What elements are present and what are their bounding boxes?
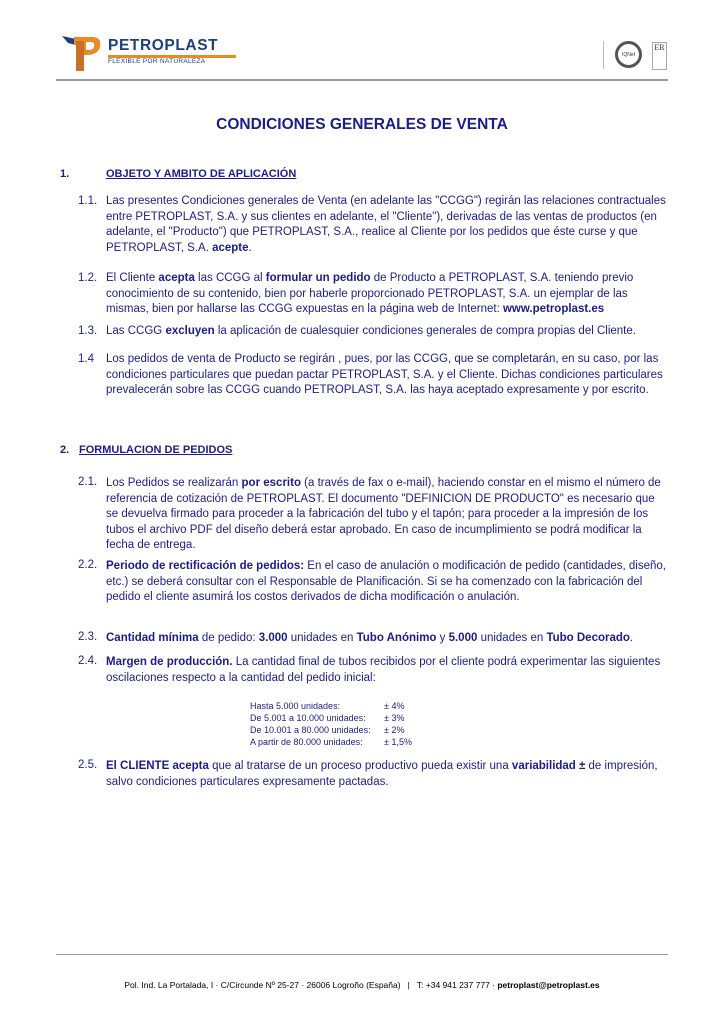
table-row <box>250 700 412 712</box>
clause-number: 2.2. <box>78 559 98 571</box>
seal-text: IQNet <box>621 51 636 58</box>
clause-text <box>106 352 668 399</box>
clause-number: 2.4. <box>78 655 98 667</box>
section-number: 1. <box>60 168 70 180</box>
brand-name: PETROPLAST <box>108 37 219 54</box>
text-segment: Las presentes Condiciones generales de Venta (en adelante las "CCGG") regirán las relaciones contractuales entre PETROPLAST, S.A. y sus clientes en adelante, el "Cliente"), derivadas de las ventas de productos (en adelante, el "Producto") que PETROPLAST, S.A., realice al Cliente por los pedidos que éste curse y que PETROPLAST, S.A. <box>106 195 666 254</box>
clause-number: 1.4 <box>78 353 94 365</box>
clause-text <box>106 655 668 686</box>
clause-text <box>106 759 668 790</box>
bold-text: El CLIENTE acepta <box>106 760 209 772</box>
bold-text: Margen de producción. <box>106 656 233 668</box>
clause-number: 1.2. <box>78 272 98 284</box>
table-row <box>250 724 412 736</box>
text-segment: En el caso de anulación o modificación de pedido (cantidades, diseño, etc.) se deberá consultar con el Responsable de Planificación. Si se ha comenzado con la fabricación del pedido el cliente asumirá los costos derivados de dicha modificación o anulación. <box>106 560 666 603</box>
bold-text: 3.000 <box>258 632 288 644</box>
range-cell: De 5.001 a 10.000 unidades: <box>250 713 366 723</box>
text-segment: unidades en <box>287 632 357 644</box>
value-cell: ± 4% <box>384 701 405 711</box>
text-segment: Las CCGG <box>106 325 166 337</box>
clause-text <box>106 324 668 340</box>
clause-number: 2.3. <box>78 631 98 643</box>
bold-text: Tubo Anónimo <box>356 632 437 644</box>
company-logo <box>62 33 102 73</box>
iqnet-certification-seal <box>615 41 642 68</box>
clause-number: 2.1. <box>78 476 98 488</box>
text-segment: de impresión, salvo condiciones particulares expresamente pactadas. <box>106 760 658 788</box>
text-segment: (a través de fax o e-mail), haciendo constar en el mismo el número de referencia de cotización de PETROPLAST. El documento "DEFINICION DE PRODUCTO" es necesario que se devuelva firmado para proceder a la fabricación del tubo y el tapón; para proceder a la impresión de los tubos el archivo PDF del diseño deberá estar aprobado. En caso de incumplimiento se podrá modificar la fecha de entrega. <box>106 477 661 551</box>
text-segment: unidades en <box>477 632 547 644</box>
bold-text: 5.000 <box>448 632 478 644</box>
text-segment: que al tratarse de un proceso productivo pueda existir una <box>208 760 512 772</box>
footer <box>0 980 724 990</box>
bold-text: formular un pedido <box>265 272 371 284</box>
seal-text: ER <box>654 43 665 52</box>
er-certification-seal <box>652 42 667 70</box>
table-row <box>250 736 412 748</box>
text-segment: de pedido: <box>198 632 259 644</box>
clause-text <box>106 194 668 256</box>
section-title: FORMULACION DE PEDIDOS <box>79 444 233 456</box>
clause-number: 1.3. <box>78 325 98 337</box>
divider <box>603 41 604 69</box>
bold-text: excluyen <box>165 325 215 337</box>
text-segment: El Cliente <box>106 272 159 284</box>
clause-text <box>106 559 668 606</box>
value-cell: ± 1,5% <box>384 737 412 747</box>
range-cell: Hasta 5.000 unidades: <box>250 701 341 711</box>
clause-number: 2.5. <box>78 759 98 771</box>
clause-text <box>106 476 668 554</box>
text-segment: Los pedidos de venta de Producto se regirán , pues, por las CCGG, que se completarán, en su caso, por las condiciones particulares que puedan pactar PETROPLAST, S.A. y el Cliente. Dichas condiciones particulares prevalecerán sobre las CCGG cuando PETROPLAST, S.A. las haya aceptado expresamente y por escrito. <box>106 353 663 396</box>
logo-mark-icon <box>62 33 102 73</box>
clause-text <box>106 631 668 647</box>
bold-text: acepta <box>158 272 195 284</box>
document-title: CONDICIONES GENERALES DE VENTA <box>216 116 508 133</box>
bold-text: por escrito <box>241 477 301 489</box>
bold-text: variabilidad ± <box>511 760 586 772</box>
text-segment: Los Pedidos se realizarán <box>106 477 242 489</box>
value-cell: ± 2% <box>384 725 405 735</box>
text-segment: La cantidad final de tubos recibidos por el cliente podrá experimentar las siguientes oscilaciones respecto a la cantidad del pedido inicial: <box>106 656 661 684</box>
text-segment: las CCGG al <box>194 272 266 284</box>
tolerance-table <box>250 700 412 748</box>
value-cell: ± 3% <box>384 713 405 723</box>
header-divider <box>56 79 668 81</box>
text-segment: . <box>629 632 634 644</box>
footer-divider <box>56 954 668 955</box>
text-segment: de Producto a PETROPLAST, S.A. teniendo previo conocimiento de su contenido, bien por haberle proporcionado PETROPLAST, S.A. un ejemplar de las mismas, bien por hallarse las CCGG expuestas en la página web de Internet: <box>106 272 634 315</box>
clause-text <box>106 271 668 318</box>
bold-text: Periodo de rectificación de pedidos: <box>106 560 305 572</box>
section-title: OBJETO Y AMBITO DE APLICACIÓN <box>106 168 297 180</box>
footer-email[interactable]: petroplast@petroplast.es <box>497 980 600 990</box>
brand-tagline: FLEXIBLE POR NATURALEZA <box>108 58 206 65</box>
bold-text: acepte <box>212 241 249 254</box>
section-number: 2. <box>60 444 70 456</box>
bold-text: www.petroplast.es <box>502 303 605 315</box>
range-cell: A partir de 80.000 unidades: <box>250 737 363 747</box>
footer-address: Pol. Ind. La Portalada, I · C/Circunde Nº 25-27 · 26006 Logroño (España) | T: +34 941 237 777 · <box>124 980 498 990</box>
text-segment: la aplicación de cualesquier condiciones generales de compra propias del Cliente. <box>214 325 636 337</box>
text-segment: . <box>248 241 252 254</box>
clause-number: 1.1. <box>78 195 98 207</box>
text-segment: y <box>436 632 449 644</box>
range-cell: De 10.001 a 80.000 unidades: <box>250 725 371 735</box>
table-row <box>250 712 412 724</box>
bold-text: Tubo Decorado <box>546 632 630 644</box>
bold-text: Cantidad mínima <box>106 632 199 644</box>
